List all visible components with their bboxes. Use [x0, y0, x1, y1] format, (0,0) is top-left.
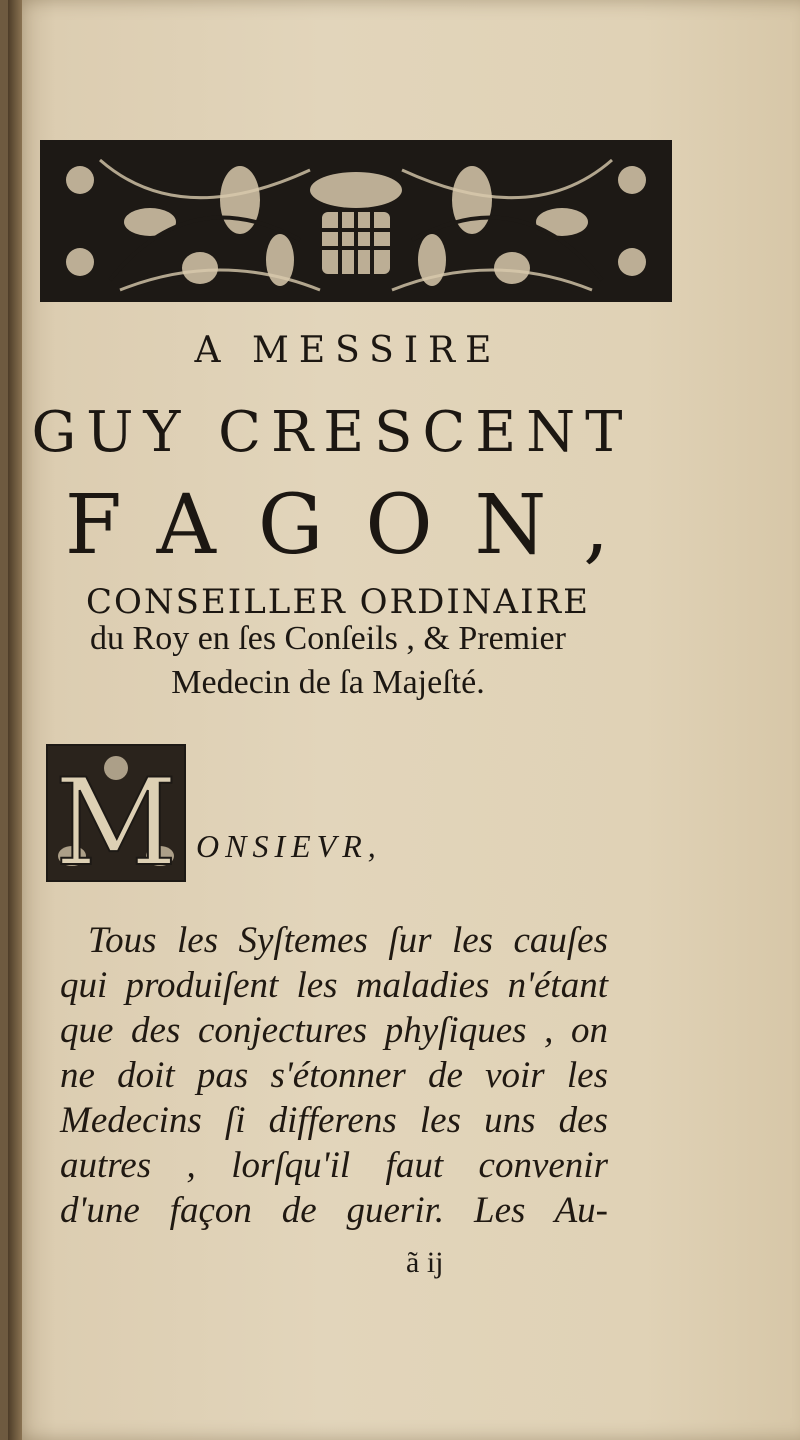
- book-page: [8, 0, 800, 1440]
- dedication-line-6: Medecin de ſa Majeſté.: [171, 664, 485, 701]
- body-line: qui produiſent les maladies n'étant: [60, 965, 608, 1006]
- initial-letter: M: [54, 754, 178, 880]
- body-line: autres , lorſqu'il faut convenir: [60, 1145, 608, 1186]
- page-gutter: [8, 0, 22, 1440]
- dedication-line-1: A MESSIRE: [194, 330, 502, 371]
- dedication-line-2: GUY CRESCENT: [31, 400, 633, 465]
- salutation-rest: ONSIEVR,: [196, 828, 382, 864]
- dedication-line-3: FAGON,: [64, 478, 652, 573]
- dedication-line-5: du Roy en ſes Conſeils , & Premier: [90, 620, 566, 657]
- body-line: ne doit pas s'étonner de voir les: [60, 1055, 608, 1096]
- dedication-line-4: CONSEILLER ORDINAIRE: [86, 582, 590, 622]
- ornamental-headpiece: [40, 140, 672, 302]
- body-line: Tous les Syſtemes ſur les cauſes: [88, 920, 608, 961]
- body-paragraph: [60, 918, 608, 1233]
- body-line: que des conjectures phyſiques , on: [60, 1010, 608, 1051]
- body-line: d'une façon de guerir. Les Au-: [60, 1190, 608, 1231]
- body-line: Medecins ſi differens les uns des: [60, 1100, 608, 1141]
- signature-mark: ã ij: [406, 1246, 444, 1279]
- decorated-initial: [46, 744, 186, 882]
